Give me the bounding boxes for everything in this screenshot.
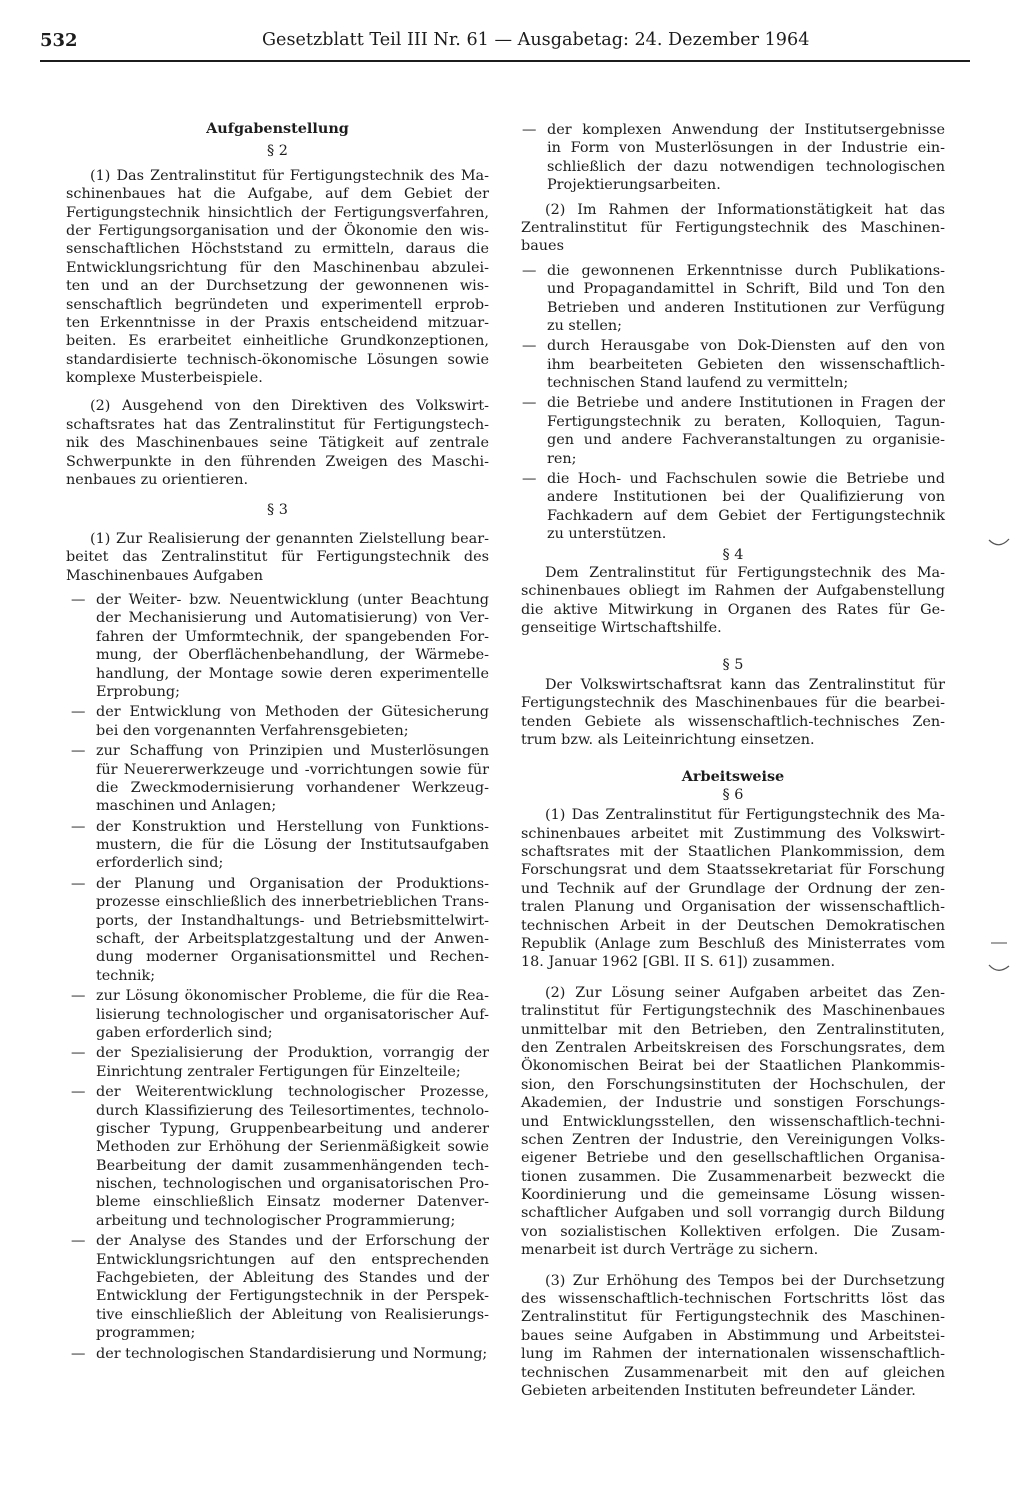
text-line: Schwerpunkte in den führenden Zweigen des Maschi-: [66, 453, 489, 470]
list-item-line: [96, 1212, 489, 1230]
dash-bullet: —: [522, 395, 537, 412]
list-item: [66, 987, 489, 1042]
section-heading-aufgabenstellung: Aufgabenstellung: [206, 120, 349, 137]
list-item-text: die Zweckmodernisierung vorhandener Werkzeug-: [96, 779, 489, 796]
list-item-text: tive einschließlich der Ableitung von Realisierungs-: [96, 1306, 489, 1323]
text-line: Maschinenbaues Aufgaben: [66, 567, 263, 584]
list-item-text: bei den vorgenannten Verfahrensgebieten;: [96, 722, 409, 739]
text-line: senschaftlichen Höchststand zu ermitteln, daraus die: [66, 241, 489, 258]
list-item-line: [547, 139, 945, 157]
list-item-text: lisierung technologischer und organisatorischer Auf-: [96, 1006, 489, 1023]
list-item-line: [96, 1251, 489, 1269]
paragraph-3-1: [66, 530, 489, 585]
list-item-text: zu stellen;: [547, 317, 622, 334]
list-item-line: [547, 176, 945, 194]
list-item-line: [547, 158, 945, 176]
text-line: komplexe Musterbeispiele.: [66, 370, 263, 387]
list-item-text: gaben erforderlich sind;: [96, 1024, 273, 1041]
text-line: schinenbaues hat die Aufgabe, auf dem Gebiet der: [66, 186, 489, 203]
text-line: und Entwicklungsstellen, den wissenschaftlich-techni-: [521, 1113, 945, 1130]
text-line: schaftsrates hat das Zentralinstitut für Fertigungstech-: [66, 416, 489, 433]
list-item-line: [547, 280, 945, 298]
text-line: ten und an der Durchsetzung der gewonnenen wis-: [66, 278, 489, 295]
list-item: [66, 1083, 489, 1230]
list-item-text: Methoden zur Erhöhung der Serienmäßigkeit sowie: [96, 1139, 489, 1156]
text-line: Koordinierung und die gemeinsame Lösung wissen-: [521, 1187, 945, 1204]
list-item-line: [522, 262, 945, 280]
paragraph-number-4: § 4: [722, 546, 744, 563]
text-line: schinenbaues arbeitet mit Zustimmung des Volkswirt-: [521, 825, 945, 842]
list-item-line: [96, 893, 489, 911]
text-line: standardisierte technisch-ökonomische Lösungen sowie: [66, 351, 489, 368]
list-item: [66, 1345, 489, 1363]
paragraph-6-2: [521, 984, 945, 1260]
list-item-line: [96, 1306, 489, 1324]
list-item-line: [96, 779, 489, 797]
list-item-text: durch Klassifizierung des Teilesortimentes, technolo-: [96, 1102, 489, 1119]
margin-mark: [988, 536, 1010, 550]
list-item-text: der Entwicklung von Methoden der Gütesicherung: [96, 704, 489, 721]
text-line: tralinstitut für Fertigungstechnik des Maschinenbaues: [521, 1003, 945, 1020]
list-item-text: Projektierungsarbeiten.: [547, 177, 721, 194]
text-line: trum bzw. als Leiteinrichtung einsetzen.: [521, 732, 815, 749]
dash-bullet: —: [71, 704, 86, 721]
list-item-text: der Weiterentwicklung technologischer Prozesse,: [96, 1084, 489, 1101]
list-item-text: der Spezialisierung der Produktion, vorrangig der: [96, 1045, 489, 1062]
list-item-line: [547, 374, 945, 392]
list-item-line: [96, 797, 489, 815]
list-item-text: andere Institutionen bei der Qualifizierung von: [547, 489, 945, 506]
dash-bullet: —: [71, 1084, 86, 1101]
text-line: Forschungsrat und dem Staatssekretariat für Forschung: [521, 862, 945, 879]
text-line: von sozialistischen Kollektiven erfolgen. Die Zusam-: [521, 1223, 945, 1240]
list-item-text: der technologischen Standardisierung und Normung;: [96, 1345, 488, 1362]
list-item-line: [96, 967, 489, 985]
list-item-text: Betrieben und anderen Institutionen zur Verfügung: [547, 299, 945, 316]
list-item-text: erforderlich sind;: [96, 855, 224, 872]
list-item-text: Fachgebieten, der Ableitung des Standes und der: [96, 1270, 489, 1287]
dash-bullet: —: [71, 1233, 86, 1250]
list-item-text: dung moderner Organisationsmittel und Rechen-: [96, 949, 489, 966]
text-line: eigener Betriebe und den gesellschaftlichen Organisa-: [521, 1150, 945, 1167]
list-item: [66, 1232, 489, 1342]
right-column: [521, 121, 945, 1400]
list-item-text: bleme einschließlich Einsatz moderner Datenver-: [96, 1194, 489, 1211]
text-line: lung im Rahmen der internationalen wissenschaftlich-: [521, 1346, 945, 1363]
task-list: [66, 591, 489, 1363]
text-line: Republik (Anlage zum Beschluß des Ministerrates vom: [521, 936, 945, 953]
list-item-text: die Hoch- und Fachschulen sowie die Betriebe und: [547, 471, 945, 488]
text-line: Akademien, der Industrie und sonstigen Forschungs-: [521, 1095, 945, 1112]
dash-bullet: —: [71, 1345, 86, 1362]
list-item-text: der Weiter- bzw. Neuentwicklung (unter Beachtung: [96, 591, 489, 608]
paragraph-6-1: [521, 806, 945, 972]
list-item-line: [96, 683, 489, 701]
list-item-text: zu unterstützen.: [547, 526, 667, 543]
dash-bullet: —: [522, 262, 537, 279]
list-item-line: [96, 1063, 489, 1081]
text-line: schen Zentren der Industrie, den Vereinigungen Volks-: [521, 1131, 945, 1148]
margin-mark: [988, 962, 1010, 976]
text-line: Der Volkswirtschaftsrat kann das Zentralinstitut für: [545, 676, 945, 693]
list-item-text: Erprobung;: [96, 683, 180, 700]
list-item: [521, 470, 945, 544]
page-number: 532: [40, 30, 78, 51]
list-item-line: [71, 1083, 489, 1101]
list-item-line: [547, 525, 945, 543]
list-item-line: [522, 394, 945, 412]
list-item-line: [547, 299, 945, 317]
list-item-text: der Planung und Organisation der Produktions-: [96, 875, 489, 892]
list-item-line: [547, 450, 945, 468]
list-item-text: arbeitung und technologischer Programmierung;: [96, 1212, 456, 1229]
text-line: technischen Arbeit in der Deutschen Demokratischen: [521, 917, 945, 934]
list-item-line: [96, 665, 489, 683]
list-item-line: [71, 987, 489, 1005]
list-item-line: [96, 1287, 489, 1305]
list-item-line: [547, 507, 945, 525]
list-item: [66, 1044, 489, 1081]
list-item-text: Einrichtung zentraler Fertigungen für Einzelteile;: [96, 1063, 461, 1080]
list-item-text: und Propagandamittel in Schrift, Bild und Ton den: [547, 281, 945, 298]
text-line: nik des Maschinenbaues seine Tätigkeit auf zentrale: [66, 435, 489, 452]
paragraph-2-2: [66, 397, 489, 489]
text-line: Gebieten arbeitenden Instituten befreundeter Länder.: [521, 1383, 916, 1399]
text-line: Zentralinstitut für Fertigungstechnik des Maschinen-: [521, 1309, 945, 1326]
text-line: des wissenschaftlich-technischen Fortschritts löst das: [521, 1291, 945, 1308]
paragraph-number-6: § 6: [722, 786, 744, 803]
header-rule: [40, 60, 970, 62]
list-item: [521, 262, 945, 336]
list-item-line: [71, 875, 489, 893]
text-line: beiten. Es erarbeitet einheitliche Grundkonzeptionen,: [66, 333, 489, 350]
list-item-text: fahren der Umformtechnik, der spangebenden For-: [96, 628, 489, 645]
text-line: (2) Ausgehend von den Direktiven des Volkswirt-: [90, 398, 489, 415]
text-line: unmittelbar mit den Betrieben, den Zentralinstituten,: [521, 1021, 945, 1038]
text-line: tionen zusammen. Die Zusammenarbeit bezweckt die: [521, 1168, 945, 1185]
list-item-text: ren;: [547, 450, 577, 467]
list-item-text: technischen Stand laufend zu vermitteln;: [547, 375, 849, 392]
list-item-line: [96, 854, 489, 872]
list-item-text: maschinen und Anlagen;: [96, 798, 277, 815]
dash-bullet: —: [71, 988, 86, 1005]
list-item-line: [547, 431, 945, 449]
text-line: (2) Zur Lösung seiner Aufgaben arbeitet das Zen-: [545, 984, 945, 1001]
text-line: menarbeit ist durch Verträge zu sichern.: [521, 1242, 819, 1259]
list-item: [66, 818, 489, 873]
paragraph-number-5: § 5: [722, 656, 744, 673]
list-item: [66, 591, 489, 701]
text-line: der Fertigungsorganisation und der Ökonomie den wis-: [66, 222, 489, 239]
list-item-line: [547, 413, 945, 431]
list-item-text: ihm bearbeiteten Gebieten den wissenschaftlich-: [547, 356, 945, 373]
list-item-line: [96, 609, 489, 627]
list-item-text: zur Lösung ökonomischer Probleme, die für die Rea-: [96, 988, 489, 1005]
text-line: Fertigungstechnik des Maschinenbaues für die bearbei-: [521, 695, 945, 712]
list-item-line: [96, 761, 489, 779]
text-line: (2) Im Rahmen der Informationstätigkeit hat das: [545, 201, 945, 218]
text-line: tenden Gebiete als wissenschaftlich-technisches Zen-: [521, 713, 945, 730]
list-item-line: [547, 356, 945, 374]
dash-bullet: —: [71, 743, 86, 760]
paragraph-4: [521, 564, 945, 638]
text-line: Entwicklungsrichtung für den Maschinenbau abzulei-: [66, 259, 489, 276]
text-line: (1) Das Zentralinstitut für Fertigungstechnik des Ma-: [90, 167, 489, 184]
page-header: [40, 30, 970, 58]
text-line: (3) Zur Erhöhung des Tempos bei der Durchsetzung: [545, 1272, 945, 1289]
text-line: Dem Zentralinstitut für Fertigungstechnik des Ma-: [545, 564, 945, 581]
dash-bullet: —: [71, 875, 86, 892]
paragraph-2-1: [66, 167, 489, 388]
list-item-text: der komplexen Anwendung der Institutsergebnisse: [547, 122, 945, 138]
paragraph-number-2: § 2: [267, 143, 288, 160]
list-item-text: der Mechanisierung und Automatisierung) von Ver-: [96, 610, 489, 627]
list-item-line: [96, 836, 489, 854]
list-item-line: [96, 1120, 489, 1138]
list-item: [521, 337, 945, 392]
list-item-text: in Form von Musterlösungen in der Industrie ein-: [547, 140, 945, 157]
text-line: den Zentralen Arbeitskreisen des Forschungsrates, dem: [521, 1039, 945, 1056]
list-item-line: [96, 628, 489, 646]
text-line: beitet das Zentralinstitut für Fertigungstechnik des: [66, 549, 489, 566]
list-item-line: [96, 930, 489, 948]
task-list-continued: [521, 121, 945, 195]
list-item-text: programmen;: [96, 1325, 196, 1342]
list-item: [66, 875, 489, 985]
text-line: schaftsrates mit der Staatlichen Plankommission, dem: [521, 844, 945, 861]
list-item: [66, 703, 489, 740]
text-line: die aktive Mitwirkung in Organen des Rates für Ge-: [521, 601, 945, 618]
text-line: Fertigungstechnik hinsichtlich der Fertigungsverfahren,: [66, 204, 489, 221]
list-item-line: [547, 488, 945, 506]
list-item: [521, 394, 945, 468]
dash-bullet: —: [522, 122, 537, 138]
list-item-line: [96, 1024, 489, 1042]
list-item-text: gischer Typung, Gruppenbearbeitung und anderer: [96, 1120, 489, 1137]
list-item-line: [71, 1345, 489, 1363]
text-line: baues seine Aufgaben in Abstimmung und Arbeitstei-: [521, 1327, 945, 1344]
list-item-line: [96, 1193, 489, 1211]
list-item-line: [96, 1006, 489, 1024]
information-task-list: [521, 262, 945, 544]
list-item-text: Fertigungstechnik zu beraten, Kolloquien, Tagun-: [547, 413, 945, 430]
list-item-text: Bearbeitung der damit zusammenhängenden tech-: [96, 1157, 489, 1174]
list-item-line: [71, 818, 489, 836]
list-item-text: prozesse einschließlich des innerbetrieblichen Trans-: [96, 894, 489, 911]
list-item-text: Entwicklungsrichtungen auf den entsprechenden: [96, 1251, 489, 1268]
list-item-line: [96, 1324, 489, 1342]
list-item-text: der Konstruktion und Herstellung von Funktions-: [96, 818, 489, 835]
list-item-line: [96, 948, 489, 966]
list-item-line: [96, 1157, 489, 1175]
text-line: Zentralinstitut für Fertigungstechnik des Maschinen-: [521, 219, 945, 236]
list-item-text: für Neuererwerkzeuge und -vorrichtungen sowie für: [96, 761, 489, 778]
text-line: Ökonomischen Beirat bei der Staatlichen Plankommis-: [521, 1058, 945, 1075]
list-item-text: Entwicklung der Fertigungstechnik in der Perspek-: [96, 1288, 489, 1305]
dash-bullet: —: [71, 1045, 86, 1062]
list-item-text: mung, der Oberflächenbehandlung, der Wärmebe-: [96, 647, 489, 664]
paragraph-3-2: [521, 201, 945, 256]
list-item-line: [522, 337, 945, 355]
list-item-text: technik;: [96, 967, 156, 984]
section-heading-arbeitsweise: Arbeitsweise: [681, 767, 785, 785]
dash-bullet: —: [522, 471, 537, 488]
list-item-line: [547, 317, 945, 335]
list-item-text: der Analyse des Standes und der Erforschung der: [96, 1233, 489, 1250]
list-item-line: [71, 742, 489, 760]
list-item-line: [71, 703, 489, 721]
text-line: technischen Zusammenarbeit mit den auf gleichen: [521, 1364, 945, 1381]
text-line: nenbaues zu orientieren.: [66, 472, 249, 489]
text-line: 18. Januar 1962 [GBl. II S. 61]) zusammen.: [521, 954, 836, 971]
list-item: [521, 121, 945, 195]
list-item-text: Fachkadern auf dem Gebiet der Fertigungstechnik: [547, 507, 945, 524]
text-line: und Technik auf der Grundlage der Ordnung der zen-: [521, 880, 945, 897]
list-item-text: die gewonnenen Erkenntnisse durch Publikations-: [547, 262, 945, 279]
list-item-text: handlung, der Montage sowie deren experimentelle: [96, 665, 489, 682]
paragraph-5: [521, 676, 945, 750]
list-item-line: [96, 1269, 489, 1287]
list-item-line: [71, 1044, 489, 1062]
dash-bullet: —: [522, 338, 537, 355]
list-item-text: zur Schaffung von Prinzipien und Musterlösungen: [96, 743, 489, 760]
dash-bullet: —: [71, 591, 86, 608]
gazette-title: Gesetzblatt Teil III Nr. 61 — Ausgabetag: 24. Dezember 1964: [262, 30, 810, 50]
list-item-text: ports, der Instandhaltungs- und Betriebsmittelwirt-: [96, 912, 489, 929]
list-item-text: schaft, der Arbeitsplatzgestaltung und der Anwen-: [96, 931, 489, 948]
list-item-line: [96, 646, 489, 664]
list-item-line: [96, 1102, 489, 1120]
text-line: tralen Planung und Organisation der wissenschaftlich-: [521, 899, 945, 916]
text-line: sion, den Forschungsinstituten der Hochschulen, der: [521, 1076, 945, 1093]
text-line: senschaftlich begründeten und experimentell erprob-: [66, 296, 489, 313]
list-item-line: [522, 470, 945, 488]
text-line: genseitige Wirtschaftshilfe.: [521, 620, 722, 637]
list-item-line: [71, 1232, 489, 1250]
text-line: baues: [521, 238, 564, 255]
left-column: [66, 120, 489, 1365]
list-item-line: [96, 1175, 489, 1193]
text-line: (1) Das Zentralinstitut für Fertigungstechnik des Ma-: [545, 807, 945, 824]
list-item-line: [71, 591, 489, 609]
text-line: (1) Zur Realisierung der genannten Zielstellung bear-: [90, 530, 489, 547]
list-item-line: [96, 722, 489, 740]
paragraph-6-3: [521, 1272, 945, 1401]
list-item-text: nischen, technologischen und organisatorischen Pro-: [96, 1176, 489, 1193]
text-line: schaftlicher Aufgaben und soll vorrangig durch Bildung: [521, 1205, 945, 1222]
list-item-text: gen und andere Fachveranstaltungen zu organisie-: [547, 432, 945, 449]
paragraph-number-3: § 3: [267, 502, 288, 519]
margin-mark: [988, 940, 1010, 954]
text-line: ten Erkenntnisse in der Praxis entscheidend mitzuar-: [66, 314, 489, 331]
list-item-text: durch Herausgabe von Dok-Diensten auf den von: [547, 338, 945, 355]
list-item-line: [522, 121, 945, 139]
dash-bullet: —: [71, 818, 86, 835]
text-line: schinenbaues obliegt im Rahmen der Aufgabenstellung: [521, 583, 945, 600]
list-item-line: [96, 1138, 489, 1156]
list-item-text: mustern, die für die Lösung der Institutsaufgaben: [96, 837, 489, 854]
list-item-text: die Betriebe und andere Institutionen in Fragen der: [547, 395, 945, 412]
list-item-text: schließlich der dazu notwendigen technologischen: [547, 158, 945, 175]
list-item: [66, 742, 489, 816]
list-item-line: [96, 912, 489, 930]
